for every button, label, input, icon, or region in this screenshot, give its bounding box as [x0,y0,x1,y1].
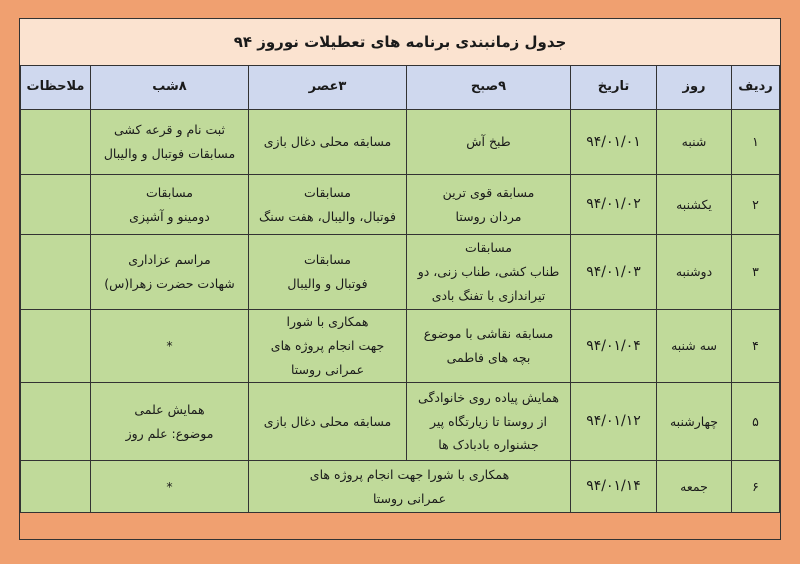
cell-afternoon [249,383,407,461]
cell-line: مسابقه نقاشی با موضوع [423,326,554,342]
cell-afternoon [249,235,407,310]
cell-night [91,383,249,461]
cell-morning [407,235,571,310]
cell-day: دوشنبه [657,235,732,310]
cell-row-no: ۵ [732,383,780,461]
cell-row-no: ۱ [732,110,780,175]
cell-line: همکاری با شورا جهت انجام پروژه های [309,466,510,482]
cell-line: شهادت حضرت زهرا(س) [104,276,235,291]
cell-notes [21,175,91,235]
cell-line: طناب کشی، طناب زنی، دو [417,264,560,280]
cell-day: سه شنبه [657,310,732,383]
cell-notes [21,235,91,310]
schedule-table [20,65,780,513]
cell-night [91,235,249,310]
cell-notes [21,461,91,513]
cell-line: مسابقات [303,252,352,268]
cell-line: * [166,478,173,494]
schedule-frame [19,18,781,540]
cell-line: * [166,338,173,354]
cell-line: مسابقه محلی دغال بازی [263,134,392,150]
cell-night [91,110,249,175]
cell-row-no: ۳ [732,235,780,310]
cell-day: جمعه [657,461,732,513]
header-date: تاریخ [571,66,657,110]
cell-date: ۹۴/۰۱/۱۴ [571,461,657,513]
cell-notes [21,383,91,461]
cell-line: از روستا تا زیارتگاه پیر [429,413,548,429]
cell-day: شنبه [657,110,732,175]
cell-line: مراسم عزاداری [128,252,211,268]
header-row-no: ردیف [732,66,780,110]
cell-merged-morning-afternoon [249,461,571,513]
table-row [21,175,780,235]
table-row [21,235,780,310]
cell-line: مسابقات [303,184,352,200]
cell-line: بچه های فاطمی [446,350,531,365]
cell-date: ۹۴/۰۱/۰۳ [571,235,657,310]
cell-line: مسابقه محلی دغال بازی [263,413,392,429]
cell-notes [21,310,91,383]
cell-row-no: ۶ [732,461,780,513]
cell-line: مسابقات فوتبال و والیبال [103,146,236,161]
cell-line: فوتبال، والیبال، هفت سنگ [259,208,396,224]
cell-line: عمرانی روستا [290,361,365,377]
cell-line: جهت انجام پروژه های [270,338,385,354]
table-row [21,310,780,383]
cell-morning [407,383,571,461]
cell-date: ۹۴/۰۱/۰۴ [571,310,657,383]
cell-line: موضوع: علم روز [125,425,214,441]
cell-line: تیراندازی با تفنگ بادی [431,287,546,303]
cell-line: همکاری با شورا [286,314,369,330]
cell-afternoon [249,310,407,383]
cell-morning [407,175,571,235]
cell-night [91,175,249,235]
cell-day: چهارشنبه [657,383,732,461]
cell-morning [407,110,571,175]
table-row [21,383,780,461]
cell-date: ۹۴/۰۱/۰۱ [571,110,657,175]
table-row [21,110,780,175]
cell-line: مسابقات [145,184,194,200]
header-day: روز [657,66,732,110]
cell-row-no: ۲ [732,175,780,235]
header-row [21,66,780,110]
cell-line: همایش پیاده روی خانوادگی [418,389,559,405]
cell-line: فوتبال و والیبال [287,276,368,291]
cell-line: مسابقات [464,240,513,256]
cell-line: دومینو و آشپزی [129,208,210,224]
header-afternoon: ۳عصر [249,66,407,110]
cell-line: جشنواره بادبادک ها [438,437,539,453]
cell-day: یکشنبه [657,175,732,235]
cell-line: ثبت نام و قرعه کشی [113,122,226,138]
cell-line: مسابقه قوی ترین [442,184,535,200]
cell-night [91,461,249,513]
cell-night [91,310,249,383]
cell-date: ۹۴/۰۱/۰۲ [571,175,657,235]
cell-date: ۹۴/۰۱/۱۲ [571,383,657,461]
cell-row-no: ۴ [732,310,780,383]
cell-line: مردان روستا [455,208,522,224]
cell-line: عمرانی روستا [372,490,447,506]
cell-afternoon [249,175,407,235]
schedule-title: جدول زمانبندی برنامه های تعطیلات نوروز ۹۴ [20,19,780,66]
cell-line: همایش علمی [134,401,205,417]
table-row [21,461,780,513]
cell-line: طبخ آش [466,134,511,150]
cell-afternoon [249,110,407,175]
header-morning: ۹صبح [407,66,571,110]
cell-morning [407,310,571,383]
cell-notes [21,110,91,175]
header-night: ۸شب [91,66,249,110]
header-notes: ملاحظات [21,66,91,110]
